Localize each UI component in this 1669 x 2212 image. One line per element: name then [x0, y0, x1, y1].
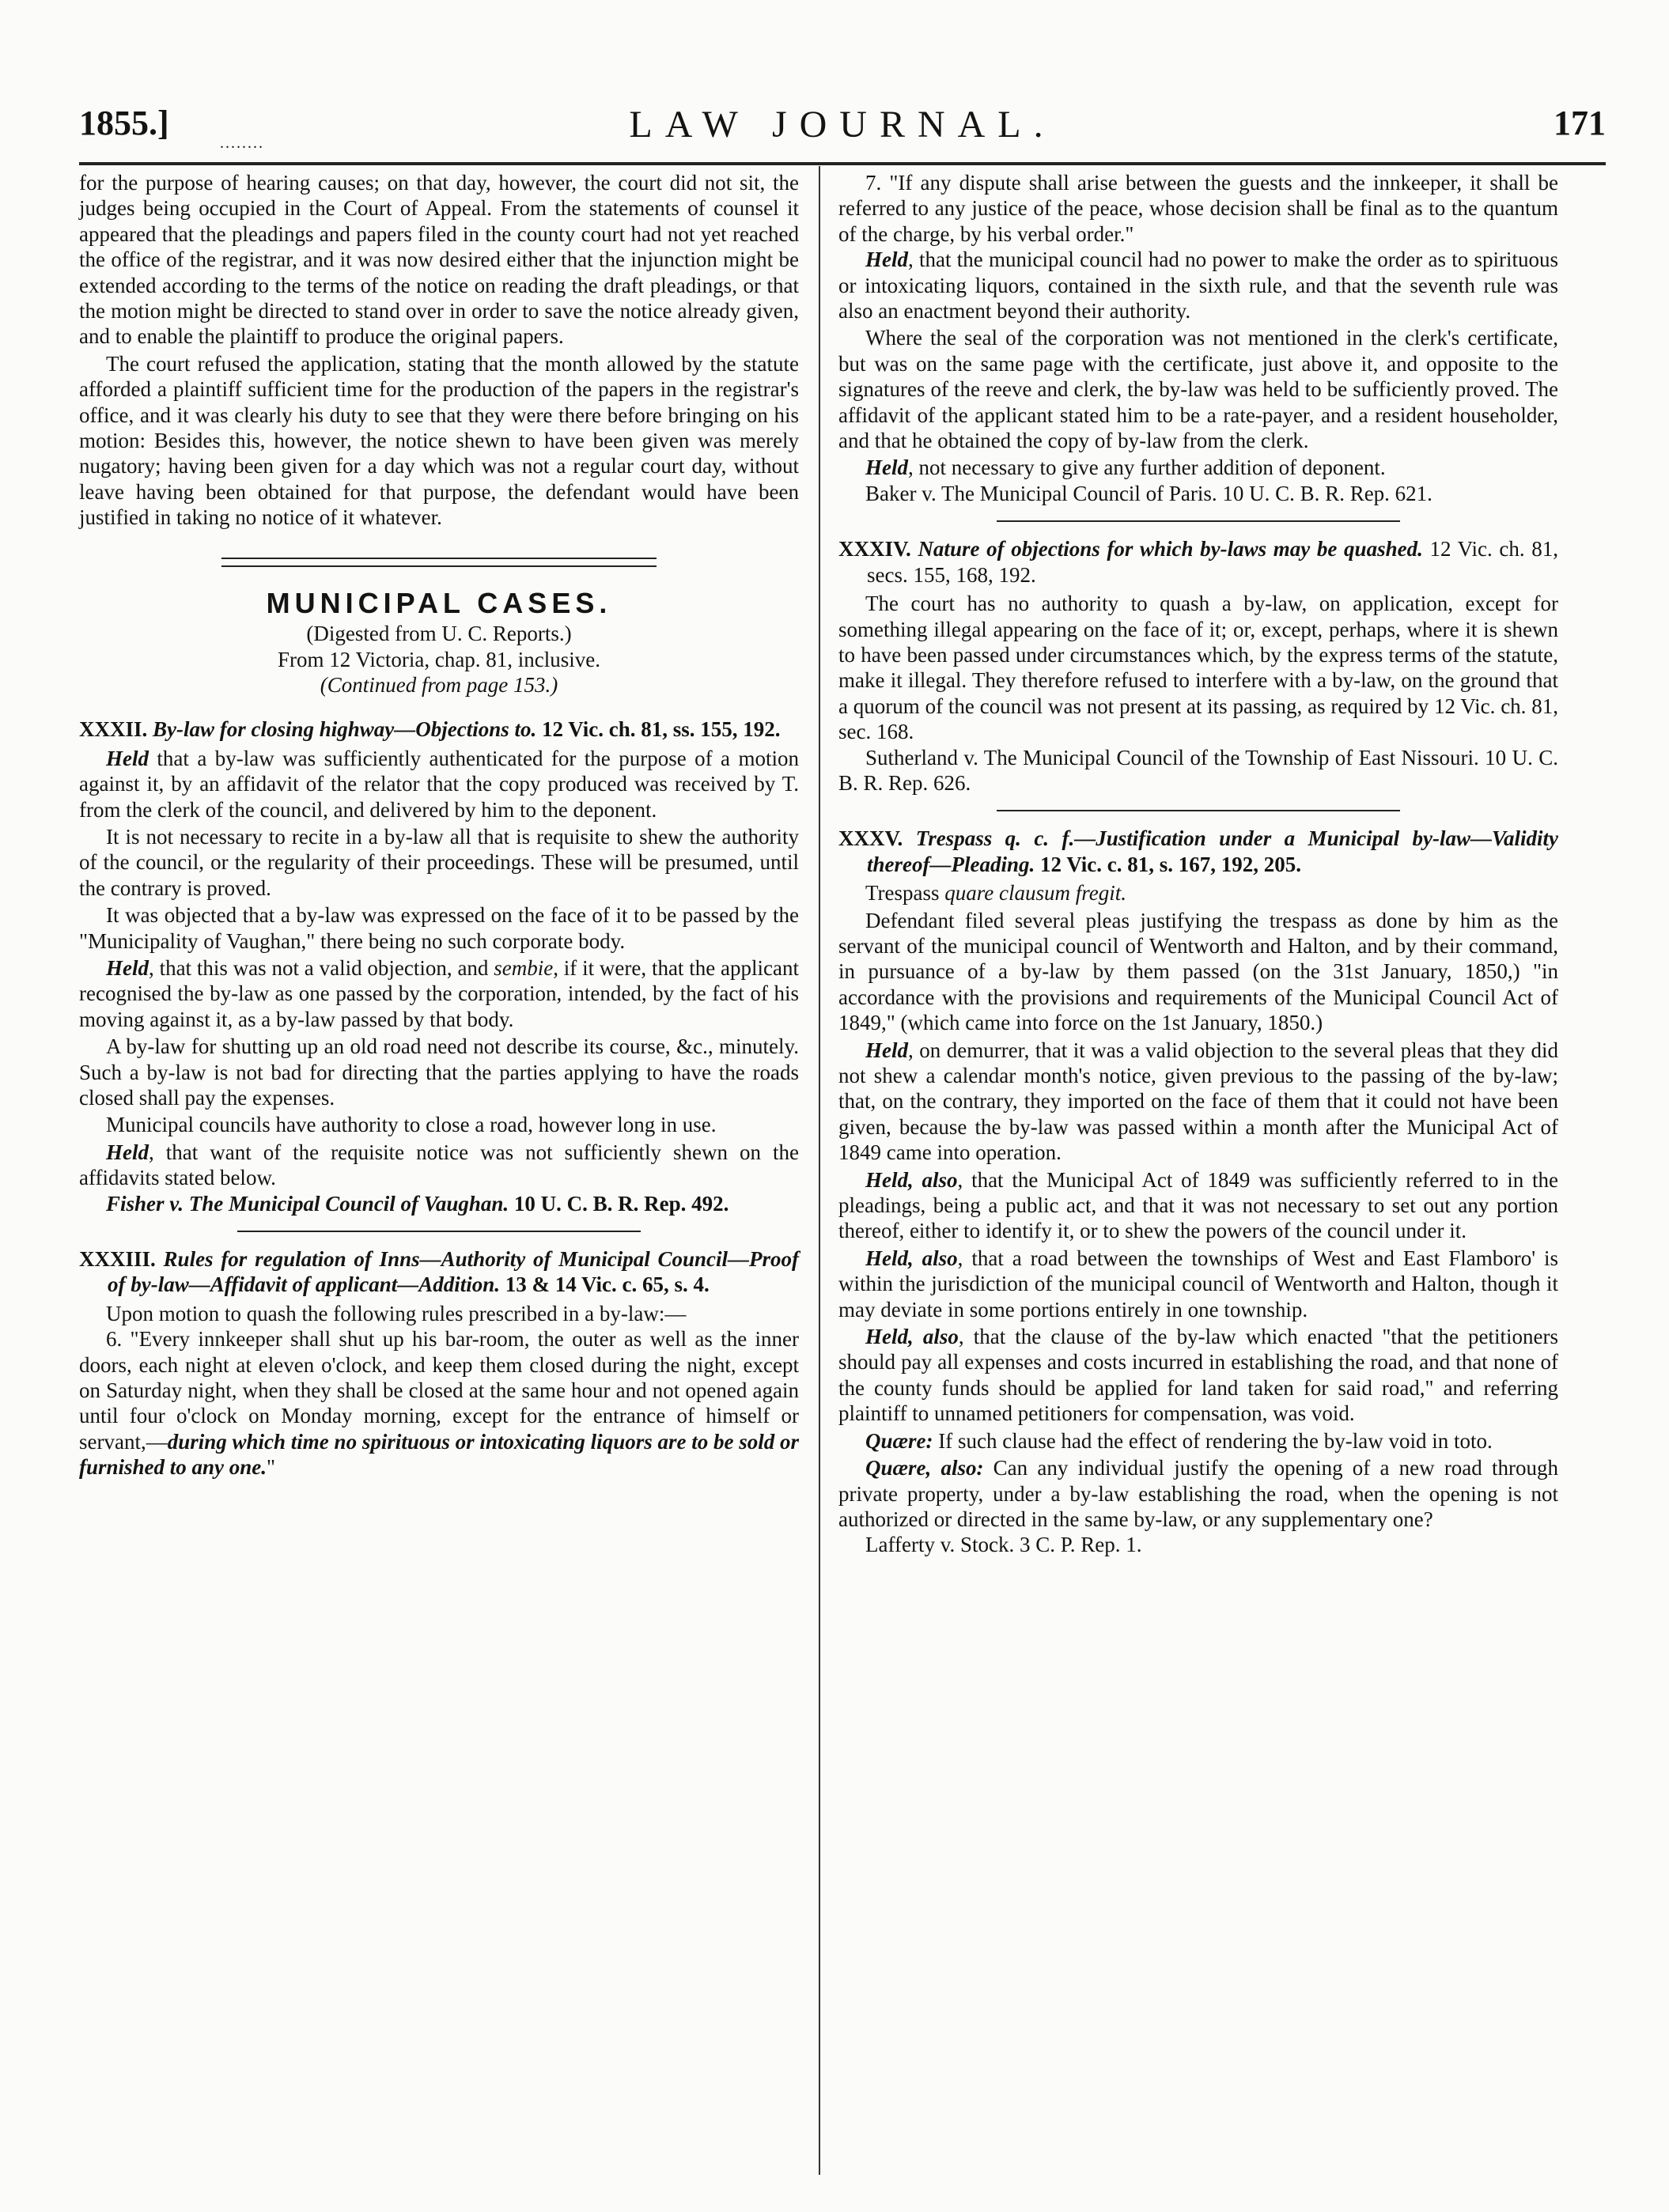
rule-text: 6. "Every innkeeper shall shut up his bar-room, the outer as well as the inner doors, each night at eleven o'clock, and keep them closed during the night, except on Saturday night, when they shall be closed at the same hour and not opened again until four o'clock on Monday morning, except for the entrance of himself or servant,— — [79, 1327, 799, 1454]
rule-close-quote: " — [267, 1455, 276, 1480]
case-number: XXXIII. — [79, 1247, 156, 1272]
case-heading-xxxiv — [838, 536, 1558, 588]
case-heading-xxxiii — [79, 1246, 799, 1298]
case-paragraph: Municipal councils have authority to close a road, however long in use. — [106, 1113, 717, 1137]
held-text: , if it were, that the applicant recognised the by-law as one passed by the corporation, intended, by the fact of his moving against it, as a by-law passed by that body. — [79, 955, 799, 1031]
case-held — [838, 1038, 1558, 1166]
case-citation: Lafferty v. Stock. 3 C. P. Rep. 1. — [865, 1533, 1142, 1557]
held-text: , that the municipal council had no power to make the order as to spirituous or intoxicating liquors, contained in the sixth rule, and that the seventh rule was also an enactment beyond their authority. — [838, 248, 1558, 323]
case-title: Rules for regulation of Inns—Authority of Municipal Council—Proof of by-law—Affidavit of applicant—Addition. — [108, 1247, 799, 1297]
case-citation — [79, 1191, 799, 1216]
journal-title: LAW JOURNAL. — [629, 104, 1056, 146]
paragraph-continued: for the purpose of hearing causes; on that day, however, the court did not sit, the judges being occupied in the Court of Appeal. From the statements of counsel it appeared that the pleadings and papers filed in the county court had not yet reached the office of the registrar, and it was now desired either that the injunction might be extended according to the terms of the notice on reading the draft pleadings, or that the motion might be directed to stand over in order to save the notice already given, and to enable the plaintiff to produce the original papers. — [79, 171, 799, 349]
case-citation: Sutherland v. The Municipal Council of the Township of East Nissouri. 10 U. C. B. R. Rep. 626. — [838, 745, 1558, 795]
held-text: , that want of the requisite notice was not sufficiently shewn on the affidavits stated below. — [79, 1140, 799, 1190]
case-paragraph: It is not necessary to recite in a by-law all that is requisite to shew the authority of the council, or the regularity of their proceedings. These will be presumed, until the contrary is proved. — [79, 824, 799, 900]
held-text: , not necessary to give any further addition of deponent. — [908, 456, 1386, 480]
rule-six — [79, 1326, 799, 1480]
right-column — [838, 170, 1558, 1558]
case-paragraph: Defendant filed several pleas justifying the trespass as done by him as the servant of the municipal council of Wentworth and Halton, and by their command, in pursuance of a by-law by them passed (on the 31st January, 1850,) "in accordance with the provisions and requirements of the Municipal Council Act of 1849," (which came into force on the 1st January, 1850.) — [838, 908, 1558, 1035]
case-title: Nature of objections for which by-laws may be quashed. — [918, 537, 1423, 562]
case-heading-xxxv — [838, 826, 1558, 877]
held-text: , that a road between the townships of West and East Flamboro' is within the jurisdiction of the municipal council of Wentworth and Halton, though it may deviate in some portions entirely in one township. — [838, 1246, 1558, 1322]
case-citation: Baker v. The Municipal Council of Paris. 10 U. C. B. R. Rep. 621. — [865, 481, 1432, 505]
case-reference: 13 & 14 Vic. c. 65, s. 4. — [505, 1272, 710, 1297]
running-header — [79, 103, 1606, 158]
case-title: By-law for closing highway—Objections to. — [153, 717, 537, 742]
held-lead: Held — [865, 248, 908, 272]
case-separator — [997, 810, 1400, 811]
case-paragraph: A by-law for shutting up an old road need not describe its course, &c., minutely. Such a by-law is not bad for directing that the parties applying to have the roads closed shall pay the expenses. — [79, 1034, 799, 1110]
case-number: XXXIV. — [838, 537, 911, 562]
held-lead: Held, also — [865, 1167, 958, 1192]
held-sembie: sembie — [494, 955, 554, 980]
case-held — [838, 1167, 1558, 1244]
rule-seven: 7. "If any dispute shall arise between the guests and the innkeeper, it shall be referred to any justice of the peace, whose decision shall be final as to the quantum of the charge, by his verbal order." — [838, 171, 1558, 246]
case-held — [838, 1324, 1558, 1427]
held-text: , that this was not a valid objection, and — [149, 955, 494, 980]
citation-report: 10 U. C. B. R. Rep. 492. — [509, 1191, 729, 1216]
held-lead: Held — [106, 1140, 149, 1164]
case-held — [838, 1246, 1558, 1322]
case-held — [79, 746, 799, 822]
case-number: XXXII. — [79, 717, 148, 742]
case-paragraph: The court has no authority to quash a by-law, on application, except for something illegal appearing on the face of it; or, except, perhaps, where it is shewn to have been passed under circumstances which, by the express terms of the statute, make it illegal. They therefore refused to interfere with a by-law, on the ground that a quorum of the council was not present at its passing, as required by 12 Vic. ch. 81, sec. 168. — [838, 592, 1558, 744]
from-note: From 12 Victoria, chap. 81, inclusive. — [277, 647, 601, 671]
paragraph-court-refused: The court refused the application, stating that the month allowed by the statute afforded a plaintiff sufficient time for the production of the papers in the registrar's office, and it was clearly his duty to see that they were there before bringing on his motion: Besides this, however, the notice shewn to have been given was merely nugatory; having been given for a day which was not a regular court day, without leave having been obtained for that purpose, the defendant would have been justified in taking no notice of it whatever. — [79, 351, 799, 530]
case-held — [79, 1140, 799, 1191]
held-lead: Held — [106, 955, 149, 980]
case-title: Trespass q. c. f.—Justification under a Municipal by-law—Validity thereof—Pleading. — [867, 826, 1559, 876]
column-divider — [819, 166, 820, 2175]
rule-emphasis: during which time no spirituous or intoxicating liquors are to be sold or furnished to any one. — [79, 1429, 799, 1480]
continued-note: (Continued from page 153.) — [320, 672, 558, 697]
case-reference: 12 Vic. ch. 81, secs. 155, 168, 192. — [867, 537, 1559, 587]
case-paragraph: Upon motion to quash the following rules prescribed in a by-law:— — [106, 1301, 687, 1325]
held-lead: Held, also — [865, 1246, 958, 1270]
case-separator — [237, 1231, 641, 1232]
held-text: that a by-law was sufficiently authenticated for the purpose of a motion against it, by an affidavit of the relator that the copy produced was received by T. from the clerk of the council, and delivered by him to the deponent. — [79, 746, 799, 822]
quaere-lead: Quære, also: — [865, 1456, 984, 1480]
held-lead: Held — [106, 746, 149, 770]
case-number: XXXV. — [838, 826, 903, 851]
held-text: , that the Municipal Act of 1849 was sufficiently referred to in the pleadings, being a public act, and that it was not necessary to set out any portion thereof, either to identify it, or to shew the powers of the council under it. — [838, 1167, 1558, 1243]
case-heading-xxxii — [79, 717, 799, 742]
held-lead: Held — [865, 1038, 908, 1062]
quaere-text: If such clause had the effect of rendering the by-law void in toto. — [933, 1428, 1493, 1453]
case-held — [79, 955, 799, 1032]
section-double-rule — [221, 558, 657, 567]
case-paragraph: Where the seal of the corporation was not mentioned in the clerk's certificate, but was on the same page with the certificate, just above it, and opposite to the signatures of the reeve and clerk, the by-law was held to be sufficiently proved. The affidavit of the applicant stated him to be a rate-payer, and a resident householder, and that he obtained the copy of by-law from the clerk. — [838, 326, 1558, 453]
held-lead: Held — [865, 456, 908, 480]
case-quaere — [838, 1455, 1558, 1532]
header-rule — [79, 162, 1606, 165]
spacer — [79, 698, 799, 709]
case-held — [838, 247, 1558, 323]
quaere-text: Can any individual justify the opening of a new road through private property, under a by-law establishing the road, when the opening is not authorized or directed in the same by-law, or any supplementary one? — [838, 1456, 1558, 1531]
case-separator — [997, 520, 1400, 522]
held-lead: Held, also — [865, 1325, 959, 1349]
held-text: , that the clause of the by-law which enacted "that the petitioners should pay all expenses and costs incurred in establishing the road, and that none of the county funds should be applied for land taken for said road," and referring plaintiff to unnamed petitioners for compensation, was void. — [838, 1325, 1558, 1426]
case-paragraph: It was objected that a by-law was expressed on the face of it to be passed by the "Municipality of Vaughan," there being no such corporate body. — [79, 903, 799, 953]
case-quaere — [838, 1428, 1558, 1454]
case-reference: 12 Vic. c. 81, s. 167, 192, 205. — [1039, 852, 1301, 876]
section-title: MUNICIPAL CASES. — [266, 586, 612, 619]
page-number: 171 — [1554, 104, 1606, 142]
digest-note: (Digested from U. C. Reports.) — [306, 622, 572, 646]
quaere-lead: Quære: — [865, 1428, 933, 1453]
case-paragraph — [838, 880, 1558, 906]
held-text: , on demurrer, that it was a valid objection to the several pleas that they did not shew a calendar month's notice, given previous to the passing of the by-law; that, on the contrary, they imported on the face of them that it could not have been given, because the by-law was passed within a month after the Municipal Act of 1849 came into operation. — [838, 1038, 1558, 1165]
case-reference: 12 Vic. ch. 81, ss. 155, 192. — [542, 717, 781, 742]
trespass-text: Trespass — [865, 881, 945, 906]
header-dots: ........ — [220, 134, 264, 152]
trespass-latin: quare clausum fregit. — [944, 881, 1127, 906]
citation-case: Fisher v. The Municipal Council of Vaughan. — [106, 1191, 509, 1216]
left-column — [79, 170, 799, 1480]
case-held — [838, 455, 1558, 480]
header-year: 1855.] — [79, 104, 169, 142]
